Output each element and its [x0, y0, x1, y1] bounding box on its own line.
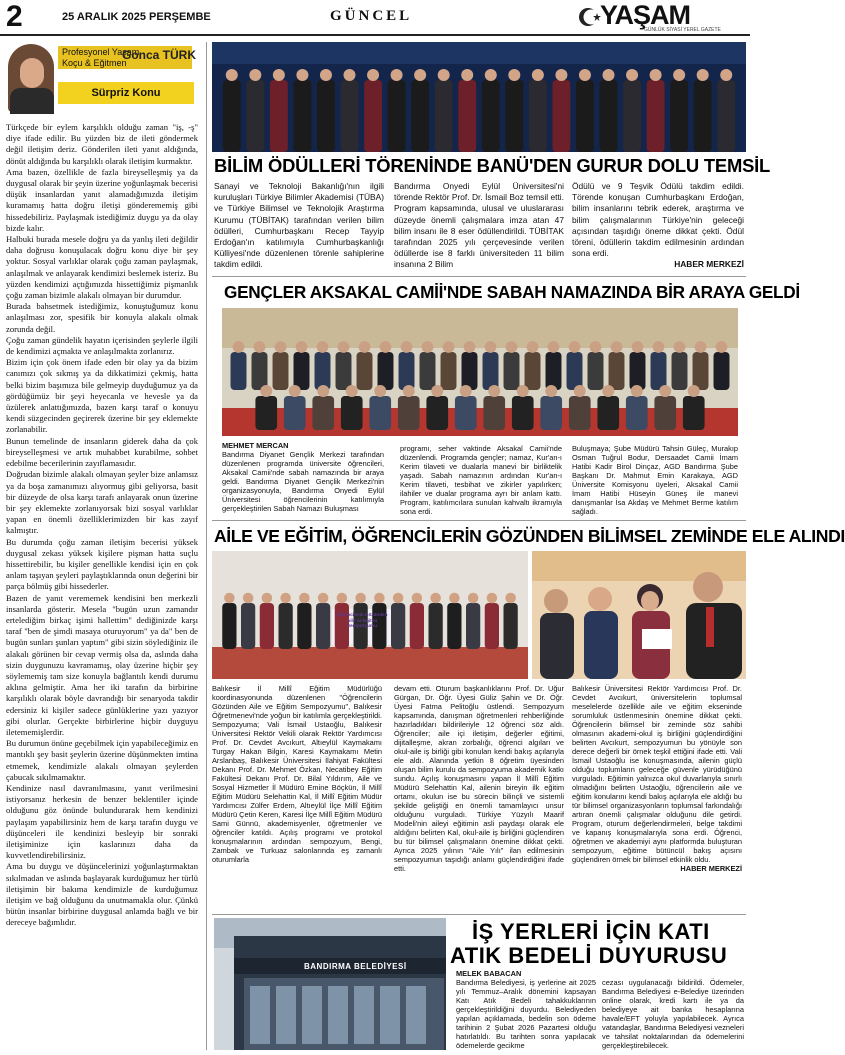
- paragraph: Bunun temelinde de insanların giderek daha da çok bireyselleşmesi ve artık muhabbet kurabilme, sohbet edebilme becerilerinin zayıflamasıdır.: [6, 435, 198, 469]
- story4-byline: MELEK BABACAN: [456, 969, 522, 978]
- paragraph: Türkçede bir eylem karşılıklı olduğu zaman "iş, -ş" diye ifade edilir. Bu yüzden biz de ileti göndermek değil iletişim deriz. Gönderilen ileti yanıt aldığında, dönüt aldığında bu karşılıklı olarak iletişim kurmaktır.: [6, 122, 198, 166]
- opinion-column: [4, 42, 202, 1050]
- page-number: 2: [6, 0, 23, 33]
- municipality-building-photo: [214, 918, 446, 1050]
- story4-col1: [456, 969, 596, 1050]
- column-divider: [206, 42, 207, 1050]
- divider: [212, 276, 746, 277]
- story3-col2: devam etti. Oturum başkanlıklarını Prof. Dr. Uğur Gürgan, Dr. Öğr. Üyesi Güliz Şahin ve Dr. Öğr. Üyesi Fatma Pelitoğlu üstlendi. Sempozyum kapsamında, danışman öğretmenleri rehberliğinde hazırladıkları bildirileriyle 12 öğrenci söz aldı. Öğrenciler; aile içi iletişim, değerler eğitimi, dijitalleşme, akran zorbalığı, öğrenci algıları ve okul-aile iş birliği gibi konuları kendi bakış açılarıyla ele aldı. Alanında yetkin 8 öğretim üyesinden oluşan bilim kurulu da sempozyuma akademik katkı sundu. Açılış konuşmasını yapan İl Millî Eğitim Müdürü Selehattin Kal, ailenin bireyin ilk eğitim ortamı, okulun ise bu sürecin bilinçli ve sistemli şekilde geliştiği en önemli tamamlayıcı unsur olduğunu vurguladı. Türkiye Yüzyılı Maarif Modeli'nin aileyi eğitimin asli paydaşı olarak ele aldığını belirten Kal, okul-aile iş birliğini güçlendiren bu tür bilimsel çalışmaların önemine dikkat çekti. Ayrıca 2025 yılının "Aile Yılı" ilan edilmesinin sempozyumun taşıdığı anlamı güçlendirdiğini ifade etti.: [394, 684, 564, 873]
- newspaper-logo: [578, 2, 744, 32]
- story1-credit: HABER MERKEZİ: [674, 259, 744, 270]
- page-header: [0, 0, 750, 36]
- story2-col2: programı, seher vaktinde Aksakal Camii'nde düzenlendi. Programda gençler; namaz, Kur'an-ı Kerim tilaveti ve dualarla manevi bir birliktelik yaşadı. Sabah namazının ardından Kur'an-ı Kerim tilaveti, tesbihat ve zikirler yapılırken; ilahiler ve dualar programa ayrı bir anlam kattı. Program, katılımcılara sunulan kahvaltı ikramıyla sona erdi.: [400, 444, 562, 516]
- story2-col1: [222, 441, 384, 513]
- paragraph: Çoğu zaman gündelik hayatın içerisinden şeylerle ilgili de kendimizi açmakta ve anlaşılmakta zorlanırız.: [6, 334, 198, 357]
- symposium-group-photo: [212, 551, 528, 679]
- paragraph: Bu durumda çoğu zaman iletişim becerisi yüksek duygusal zekası yüksek kişilere pişman hatta suçlu hissettirebilir, bu kişiler genellikle kendisi için en çok anlam taşıyan şeyleri paylaştıklarında onun değerini bir parça bölmüş gibi hissederler.: [6, 536, 198, 592]
- author-role: Profesyonel Yaşam: [58, 46, 192, 58]
- logo-tagline: GÜNLÜK SİYASİ YEREL GAZETE: [644, 27, 721, 33]
- award-ceremony-photo: [212, 42, 746, 152]
- issue-date: 25 ARALIK 2025 PERŞEMBE: [62, 11, 211, 23]
- story1-headline: BİLİM ÖDÜLLERİ TÖRENİNDE BANÜ'DEN GURUR DOLU TEMSİL: [214, 155, 771, 176]
- divider: [212, 520, 746, 521]
- story4-headline-2: ATIK BEDELİ DUYURUSU: [450, 943, 728, 968]
- column-title: Sürpriz Konu: [58, 82, 194, 104]
- crescent-star-icon: [578, 6, 602, 28]
- story2-col3: Buluşmaya; Şube Müdürü Tahsin Güleç, Murakıp Osman Tuğrul Bodur, Dersaadet Camii İmam Hatibi Kadir Birol Dinçaz, AGD Bandırma Şube Başkanı Dr. Mahmut Emin Karakaya, AGD Üniversite Komisyonu üyeleri, Aksakal Camii İmam Hatibi Hüseyin Güneş ile manevi danışmanlar İsa Akdaş ve Mehmet Berme katılım sağladı.: [572, 444, 738, 516]
- story4-headline-1: İŞ YERLERİ İÇİN KATI: [472, 919, 710, 944]
- author-box: [4, 42, 196, 114]
- story3-headline: AİLE VE EĞİTİM, ÖĞRENCİLERİN GÖZÜNDEN BİLİMSEL ZEMİNDE ELE ALINDI: [214, 526, 845, 546]
- divider: [212, 914, 746, 915]
- story1-col3-text: Ödülü ve 9 Teşvik Ödülü takdim edildi. Törende konuşan Cumhurbaşkanı Erdoğan, bilim insanlarını tebrik ederek, araştırma ve bilim çalışmalarının Türkiye'nin geleceği açısından taşıdığı öneme dikkat çekti. Ödül töreni, ödüllerin takdim edilmesinin ardından sona erdi.: [572, 181, 744, 259]
- story4-col1-text: Bandırma Belediyesi, iş yerlerine ait 2025 yılı Temmuz–Aralık dönemini kapsayan Katı Atık Bedeli tahakkuklarının gerçekleştirildiğini duyurdu. Belediyeden yapılan açıklamada, bedelin son ödeme tarihinin 2 Şubat 2026 Pazartesi olduğu hatırlatıldı. Bu tarihten sonra yapılacak ödemelerde gecikme: [456, 978, 596, 1050]
- paragraph: Kendinize nasıl davranılmasını, yanıt verilmesini istiyorsanız herkesin de benzer beklentiler içinde olduğunu göz önünde bulundurarak hem kendinizi paylaşım yapabilirsiniz hem de karşı tarafın duygu ve düşünceleri ile kendinizi besleyip bir sonraki iletişiminize için kaslarınızı daha da kuvvetlendirebilirsiniz.: [6, 782, 198, 861]
- story3-col3: [572, 684, 742, 873]
- avatar: [8, 44, 54, 112]
- mosque-group-photo: [222, 308, 738, 436]
- paragraph: Bazen de yanıt verememek kendisini ben merkezli insanlarda gösterir. Mesela "bugün uzun zamandır ertelediğim birkaç işimi hallettim" dediğinizde karşı taraf "ben de şimdi masaya oturuyorum" ya da" ben de bugün sunları şunları yaptım" gibi sizin söylediğiniz ile alakalı görünen bir cevap vermiş olsa da, aslında daha sizin duygunuzu kavramamış, olay üzerine hiçbir şey söylememiş tam size konuyla bağlantılı kendi durumu aklına gelmiştir. Ama her iki tarafın da birbirine karşılıklı olarak böyle davrandığı bir senaryoda takdir edersiniz ki kişiler sadece günlüklerine yazı yazıyor gibi olurlar. Gerçekte birbirlerine hiçbir duyguyu iletememişlerdir.: [6, 592, 198, 737]
- logo-text: YAŞAM: [600, 0, 691, 30]
- story2-col1-text: Bandırma Diyanet Gençlik Merkezi tarafından düzenlenen programda üniversite öğrencileri, Aksakal Camii'nde sabah namazında bir araya geldi. Bandırma Diyanet Gençlik Merkezi'nin organizasyonuyla, Bandırma Onyedi Eylül Üniversitesi öğrencilerinin katılımıyla gerçekleştirilen Sabah Namazı Buluşması: [222, 450, 384, 513]
- story2-headline: GENÇLER AKSAKAL CAMİİ'NDE SABAH NAMAZINDA BİR ARAYA GELDİ: [224, 282, 800, 302]
- story2-byline: MEHMET MERCAN: [222, 441, 289, 450]
- story4-col2: cezası uygulanacağı bildirildi. Ödemeler, Bandırma Belediyesi e-Belediye üzerinden online olarak, kredi kartı ile ya da belediyeye ait banka hesaplarına havale/EFT yoluyla yapılabilecek. Ayrıca vatandaşlar, Bandırma Belediyesi veznelerі ve tahsilat noktalarından da ödemelerini gerçekleştirebilecek.: [602, 978, 744, 1050]
- mosque-group-photo-illustration: [222, 308, 738, 436]
- symposium-banner: Öğrencilerin Gözünden Aile ve Eğitim Sempozyumu: [336, 612, 388, 629]
- paragraph: Bu durumun önüne geçebilmek için yapabileceğimiz en mantıklı şey basit şeylerin üzerine düşünmekten imtina etmemek, kendimizle alakalı olmayan şeylerden çabucak sıkılmamaktır.: [6, 738, 198, 782]
- building-sign: BANDIRMA BELEDİYESİ: [304, 962, 407, 971]
- author-name: Gonca TÜRK: [122, 48, 197, 62]
- award-ceremony-photo-illustration: [212, 42, 746, 152]
- municipality-building-photo-illustration: [214, 918, 446, 1050]
- story1-col1: Sanayi ve Teknoloji Bakanlığı'nın ilgili kuruluşları Türkiye Bilimler Akademisi (TÜBA) ve Türkiye Bilimsel ve Teknolojik Araştırma Kurumu (TÜBİTAK) tarafından verilen bilim ödülleri, Cumhurbaşkanı Recep Tayyip Erdoğan'ın katılımıyla Cumhurbaşkanlığı Külliyesi'nde düzenlenen törenle sahiplerine takdim edildi.: [214, 181, 384, 270]
- story3-credit: HABER MERKEZİ: [680, 864, 742, 873]
- story1-col2: Bandırma Onyedi Eylül Üniversitesi'ni törende Rektör Prof. Dr. İsmail Boz temsil etti. Program kapsamında, ulusal ve uluslararası düzeyde önemli çalışmalara imza atan 47 bilim insanı ile 8 eser ödüllendirildi. TÜBİTAK tarafından 2025 yılı çerçevesinde verilen ödüllerde ise 8 farklı üniversiteden 11 bilim insanına 2 Bilim: [394, 181, 564, 270]
- paragraph: Ama bazen, özellikle de fazla bireyselleşmiş ya da duygusal olarak bir şeyin üzerine yoğunlaşmak becerisi düşük insanlardan yanıt alamadığımızda iletişim kuramamış hatta doğru iletişi gönderememiş gibi hissedebiliriz. Paylaşmak istediğimiz duygu ya da olay bizde kalır.: [6, 166, 198, 233]
- paragraph: Ama bu duygu ve düşüncelerinizi yoğunlaştırmaktan sıkılmadan ve aslında başlayarak kurduğumuz her türlü iletişimin bir bakıma kendimizle de kurduğumuz iletişim ve bağ olduğunu da unutmamakla olur. Çünkü bütün insanlar birbirine duygusal anlamda bağlı ve bir dereceye bağımlıdır.: [6, 861, 198, 928]
- story3-col1: Balıkesir İl Millî Eğitim Müdürlüğü koordinasyonunda düzenlenen "Öğrencilerin Gözünden Aile ve Eğitim Sempozyumu", Balıkesir Öğretmenevi'nde yoğun bir katılımla gerçekleştirildi. Sempozyuma; Vali İsmail Ustaoğlu, Balıkesir Üniversitesi Rektör Vekili olarak Rektör Yardımcısı Prof. Dr. Cevdet Avcıkurt, Altıeylül Kaymakamı Turgay Hakan Bilgin, Karesi Kaymakamı Metin Arslanbaş, Balıkesir Üniversitesi İlahiyat Fakültesi Dekanı Prof. Dr. Mehmet Özkan, Necatibey Eğitim Fakültesi Dekanı Prof. Dr. Bilal Yıldırım, Aile ve Sosyal Hizmetler İl Müdürü Emine Böçkün, İl Millî Eğitim Müdürü Selehattin Kal, İl Millî Eğitim Müdür Yardımcısı Zülfer Erdem, Altıeylül İlçe Millî Eğitim Müdürü Çetin Keren, Karesi İlçe Millî Eğitim Müdürü Sami Günnü, akademisyenler, öğretmenler ve öğrenciler katıldı. Açılış programı ve protokol konuşmalarının ardından sempozyum, Bengi, Zambak ve Turkuaz salonlarında eş zamanlı oturumlarla: [212, 684, 382, 864]
- section-name: GÜNCEL: [330, 8, 413, 24]
- paragraph: Doğrudan bizimle alakalı olmayan şeyler bize anlamsız ya da boşa zamanımızı alıyormuş gibi geliyorsa, basit bir düzeyde de olsa karşı tarafı anlayarak onun üzerine bir şey eklemekte zorlanıyorsak bizi sosyal varlıklar yapan en önemli özelliklerimizden bir kas zayıf kalmıştır.: [6, 469, 198, 536]
- paragraph: Burada bahsetmek istediğimiz, konuştuğumuz konu anlaşılması zor, spesifik bir konuyla alakalı olmak zorunda değil.: [6, 301, 198, 334]
- students-photo: [532, 551, 746, 679]
- story3-col3-text: Balıkesir Üniversitesi Rektör Yardımcısı Prof. Dr. Cevdet Avcıkurt, üniversitelerin toplumsal meselelerde özellikle aile ve eğitim ekseninde sorumluluk üstlenmesinin önemine dikkat çekti. Öğrencilerin bilimsel bir zeminde söz sahibi olmasının akademi-okul iş birliğini güçlendirdiğini belirten Avcıkurt, sempozyumun bu yönüyle son derece değerli bir örnek teşkil ettiğini ifade etti. Vali İsmail Ustaoğlu ise konuşmasında, ailenin güçlü olduğu toplumların geleceğe güvenle yürüdüğünü vurguladı. Eğitimin yalnızca okul duvarlarıyla sınırlı olmadığını belirten Ustaoğlu, öğrencilerin aile ve eğitim konularını kendi bakış açılarıyla ele aldığı bu tür bilimsel organizasyonların toplumsal farkındalığı artıran önemli çalışmalar olduğunu dile getirdi. Program, oturum değerlendirmeleri, belge takdimi ve kapanış konuşmalarıyla sona erdi. Öğrenci, öğretmen ve akademiyi aynı platformda buluşturan sempozyum, eğitime bütüncül bakış açısını güçlendiren örnek bir bilimsel etkinlik oldu.: [572, 684, 742, 864]
- paragraph: Bizim için çok önem ifade eden bir olay ya da bizim canımızı çok sıkmış ya da dikkatimizi çekmiş, hatta belki bizim başımıza bile gelmeyip duyduğumuz ya da gördüğümüz bir şeyi heyecanla ve heveslе ya da üzülerek anlattığımızda, bazen karşı taraf o konuyu kendi süzgecinden geçirerek üzerine bir şey eklemekte zorlanabilir.: [6, 357, 198, 435]
- author-role-2: Koçu & Eğitmen: [58, 57, 192, 69]
- story1-col3: [572, 181, 744, 271]
- column-body: [6, 122, 198, 929]
- paragraph: Halbuki burada mesele doğru ya da yanlış ileti değildir daha doğrusu konuşulacak doğru konu diye bir şey yoktur. Sosyal varlıklar olarak çoğu zaman paylaşmak, anlaşılmak ve anlayarak kendimizi beslemek isteriz. Bu yüzden kendimizi açtığımızda hissettiğimiz pişmanlık çoğu zaman bizimle alakalı olmayan bir durumdur.: [6, 234, 198, 301]
- students-photo-illustration: [532, 551, 746, 679]
